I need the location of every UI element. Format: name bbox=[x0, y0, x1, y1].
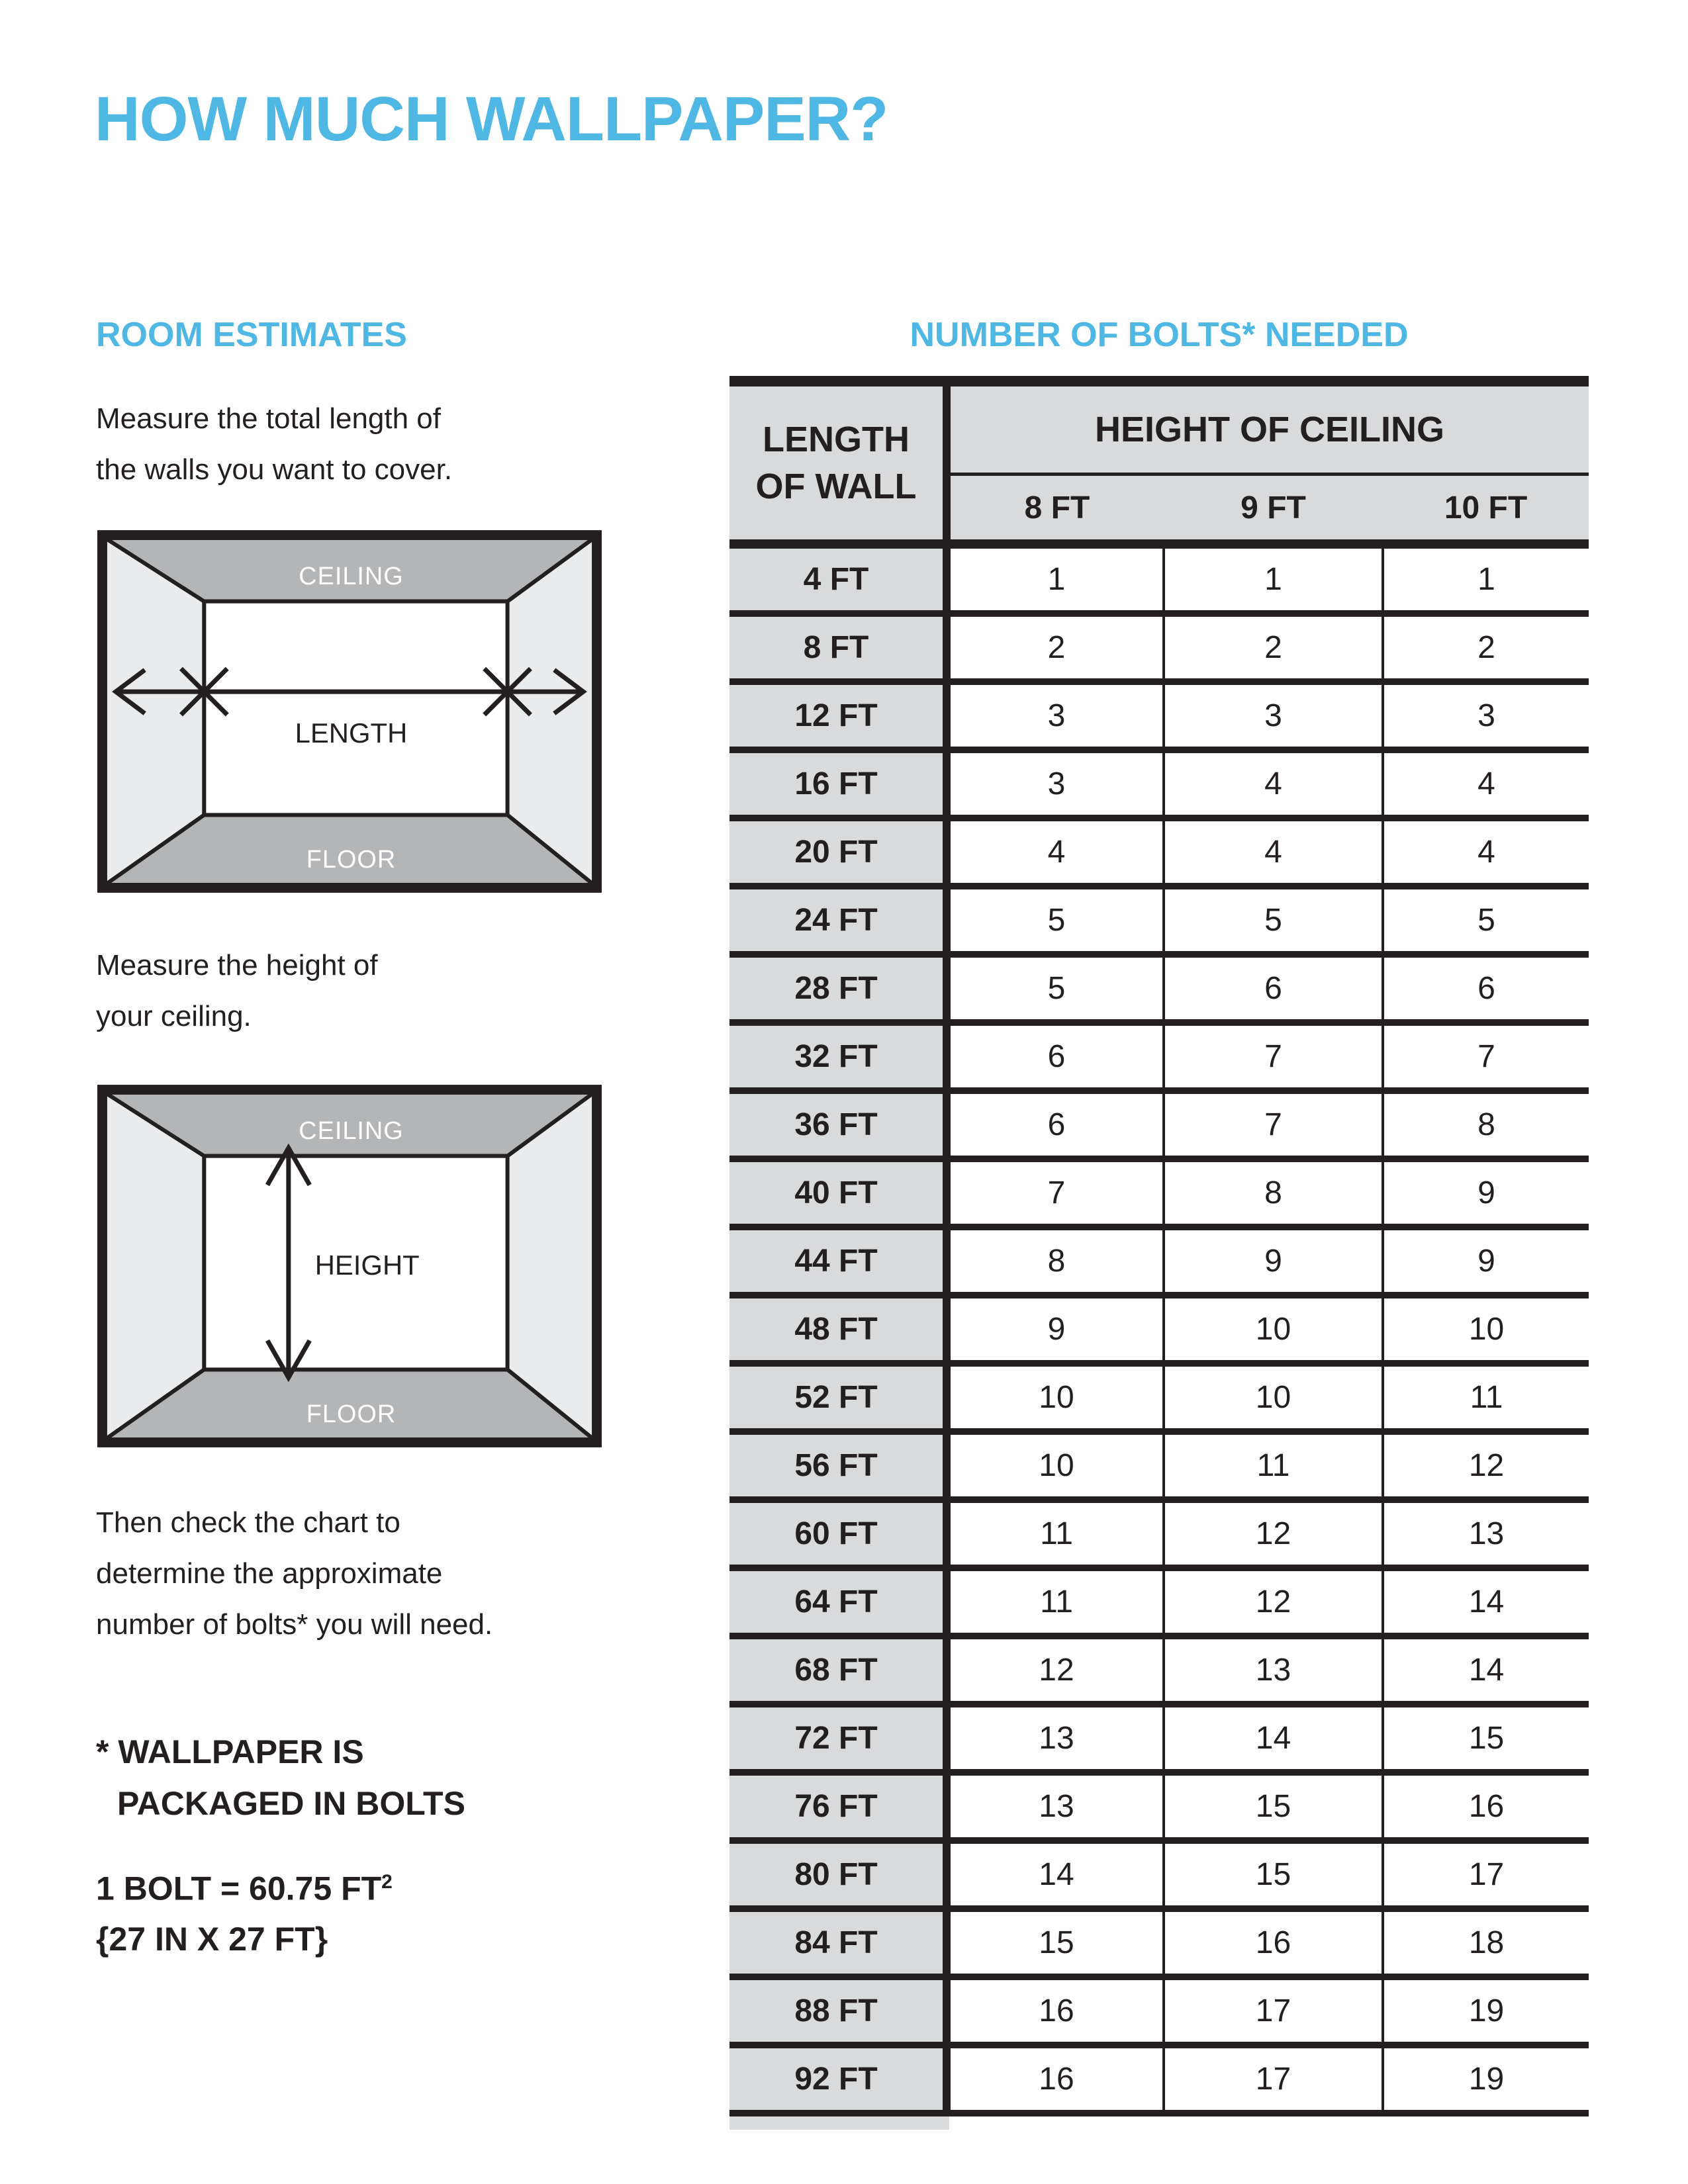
value-cell: 13 bbox=[947, 1772, 1164, 1841]
value-cell: 1 bbox=[1383, 544, 1589, 614]
table-row bbox=[729, 1568, 1589, 1636]
room-length-diagram bbox=[97, 529, 602, 893]
value-cell: 10 bbox=[947, 1363, 1164, 1432]
wallpaper-bolts-footnote bbox=[96, 1726, 465, 1829]
row-header-cell: 72 FT bbox=[729, 1704, 947, 1772]
value-cell: 15 bbox=[1164, 1772, 1383, 1841]
value-cell: 1 bbox=[1164, 544, 1383, 614]
bolt-size-superscript: 2 bbox=[381, 1871, 393, 1893]
value-cell: 7 bbox=[1383, 1023, 1589, 1091]
footnote-line: PACKAGED IN BOLTS bbox=[117, 1785, 465, 1822]
row-header-cell: 40 FT bbox=[729, 1159, 947, 1227]
value-cell: 10 bbox=[1164, 1363, 1383, 1432]
value-cell: 19 bbox=[1383, 2045, 1589, 2113]
value-cell: 3 bbox=[1164, 682, 1383, 750]
value-cell: 5 bbox=[1383, 886, 1589, 954]
row-header-cell: 16 FT bbox=[729, 750, 947, 818]
value-cell: 15 bbox=[947, 1909, 1164, 1977]
page-title: HOW MUCH WALLPAPER? bbox=[95, 84, 888, 154]
column-header-8ft: 8 FT bbox=[947, 475, 1164, 545]
value-cell: 4 bbox=[1383, 750, 1589, 818]
value-cell: 9 bbox=[1164, 1227, 1383, 1295]
corner-header-cell bbox=[729, 381, 947, 544]
instruction-line: Measure the height of bbox=[96, 949, 378, 981]
column-header-10ft: 10 FT bbox=[1383, 475, 1589, 545]
row-header-cell: 4 FT bbox=[729, 544, 947, 614]
instruction-line: determine the approximate bbox=[96, 1557, 443, 1590]
value-cell: 3 bbox=[947, 750, 1164, 818]
value-cell: 6 bbox=[1383, 954, 1589, 1023]
value-cell: 11 bbox=[1383, 1363, 1589, 1432]
room-height-diagram bbox=[97, 1084, 602, 1448]
value-cell: 18 bbox=[1383, 1909, 1589, 1977]
value-cell: 8 bbox=[1164, 1159, 1383, 1227]
column-header-9ft: 9 FT bbox=[1164, 475, 1383, 545]
value-cell: 5 bbox=[947, 954, 1164, 1023]
instruction-line: your ceiling. bbox=[96, 1000, 252, 1032]
row-header-cell: 80 FT bbox=[729, 1841, 947, 1909]
table-row bbox=[729, 1636, 1589, 1704]
table-row bbox=[729, 1977, 1589, 2045]
value-cell: 4 bbox=[1164, 818, 1383, 886]
table-row bbox=[729, 1091, 1589, 1159]
value-cell: 16 bbox=[947, 1977, 1164, 2045]
value-cell: 4 bbox=[947, 818, 1164, 886]
table-row bbox=[729, 1841, 1589, 1909]
value-cell: 7 bbox=[1164, 1091, 1383, 1159]
value-cell: 6 bbox=[947, 1023, 1164, 1091]
value-cell: 1 bbox=[947, 544, 1164, 614]
row-header-cell: 52 FT bbox=[729, 1363, 947, 1432]
value-cell: 16 bbox=[947, 2045, 1164, 2113]
row-header-cell: 92 FT bbox=[729, 2045, 947, 2113]
row-header-cell: 24 FT bbox=[729, 886, 947, 954]
value-cell: 12 bbox=[1164, 1500, 1383, 1568]
back-wall bbox=[204, 602, 507, 815]
value-cell: 14 bbox=[1383, 1636, 1589, 1704]
value-cell: 9 bbox=[947, 1295, 1164, 1363]
instruction-measure-length bbox=[96, 393, 452, 495]
row-header-cell: 36 FT bbox=[729, 1091, 947, 1159]
row-header-cell: 28 FT bbox=[729, 954, 947, 1023]
table-row bbox=[729, 1363, 1589, 1432]
table-row bbox=[729, 1432, 1589, 1500]
row-header-cell: 20 FT bbox=[729, 818, 947, 886]
bolt-size-info bbox=[96, 1857, 393, 1964]
value-cell: 17 bbox=[1164, 1977, 1383, 2045]
row-header-cell: 68 FT bbox=[729, 1636, 947, 1704]
value-cell: 16 bbox=[1164, 1909, 1383, 1977]
value-cell: 8 bbox=[1383, 1091, 1589, 1159]
length-label: LENGTH bbox=[295, 717, 408, 749]
value-cell: 13 bbox=[1164, 1636, 1383, 1704]
height-of-ceiling-header: HEIGHT OF CEILING bbox=[947, 381, 1589, 475]
table-row bbox=[729, 1227, 1589, 1295]
value-cell: 14 bbox=[1383, 1568, 1589, 1636]
value-cell: 4 bbox=[1383, 818, 1589, 886]
instruction-check-chart bbox=[96, 1497, 492, 1650]
value-cell: 16 bbox=[1383, 1772, 1589, 1841]
instruction-line: Measure the total length of bbox=[96, 402, 441, 435]
table-row bbox=[729, 818, 1589, 886]
bolts-needed-heading: NUMBER OF BOLTS* NEEDED bbox=[910, 316, 1409, 354]
instruction-line: the walls you want to cover. bbox=[96, 453, 453, 486]
value-cell: 6 bbox=[947, 1091, 1164, 1159]
bolts-table bbox=[729, 376, 1589, 2116]
row-header-cell: 64 FT bbox=[729, 1568, 947, 1636]
value-cell: 7 bbox=[947, 1159, 1164, 1227]
row-header-cell: 84 FT bbox=[729, 1909, 947, 1977]
value-cell: 12 bbox=[947, 1636, 1164, 1704]
value-cell: 13 bbox=[1383, 1500, 1589, 1568]
bolt-size-line bbox=[96, 1857, 393, 1914]
corner-header-line: LENGTH bbox=[763, 420, 910, 460]
value-cell: 11 bbox=[947, 1500, 1164, 1568]
row-header-cell: 56 FT bbox=[729, 1432, 947, 1500]
instruction-line: number of bolts* you will need. bbox=[96, 1608, 493, 1641]
value-cell: 9 bbox=[1383, 1159, 1589, 1227]
table-row bbox=[729, 2045, 1589, 2113]
table-row bbox=[729, 1704, 1589, 1772]
table-row bbox=[729, 1500, 1589, 1568]
row-header-cell: 32 FT bbox=[729, 1023, 947, 1091]
value-cell: 4 bbox=[1164, 750, 1383, 818]
value-cell: 17 bbox=[1383, 1841, 1589, 1909]
table-row bbox=[729, 614, 1589, 682]
value-cell: 15 bbox=[1164, 1841, 1383, 1909]
room-estimates-heading: ROOM ESTIMATES bbox=[96, 316, 407, 354]
value-cell: 10 bbox=[1383, 1295, 1589, 1363]
table-row bbox=[729, 750, 1589, 818]
table-row bbox=[729, 1909, 1589, 1977]
value-cell: 2 bbox=[1383, 614, 1589, 682]
bolt-size-line: {27 IN X 27 FT} bbox=[96, 1920, 328, 1958]
instruction-line: Then check the chart to bbox=[96, 1506, 400, 1539]
value-cell: 5 bbox=[947, 886, 1164, 954]
table-row bbox=[729, 1023, 1589, 1091]
row-header-cell: 60 FT bbox=[729, 1500, 947, 1568]
table-row bbox=[729, 682, 1589, 750]
bolts-table-body bbox=[729, 544, 1589, 2113]
bolt-size-text: 1 BOLT = 60.75 FT bbox=[96, 1870, 382, 1907]
value-cell: 13 bbox=[947, 1704, 1164, 1772]
table-row bbox=[729, 1159, 1589, 1227]
table-row bbox=[729, 1772, 1589, 1841]
bolts-needed-table bbox=[729, 376, 1589, 2116]
value-cell: 3 bbox=[1383, 682, 1589, 750]
corner-header-line: OF WALL bbox=[755, 466, 917, 506]
value-cell: 10 bbox=[947, 1432, 1164, 1500]
value-cell: 17 bbox=[1164, 2045, 1383, 2113]
ceiling-label: CEILING bbox=[299, 1116, 404, 1145]
value-cell: 11 bbox=[947, 1568, 1164, 1636]
table-row bbox=[729, 1295, 1589, 1363]
value-cell: 10 bbox=[1164, 1295, 1383, 1363]
value-cell: 8 bbox=[947, 1227, 1164, 1295]
value-cell: 12 bbox=[1383, 1432, 1589, 1500]
instruction-measure-height bbox=[96, 940, 378, 1042]
value-cell: 5 bbox=[1164, 886, 1383, 954]
row-header-cell: 48 FT bbox=[729, 1295, 947, 1363]
row-header-cell: 8 FT bbox=[729, 614, 947, 682]
value-cell: 9 bbox=[1383, 1227, 1589, 1295]
value-cell: 12 bbox=[1164, 1568, 1383, 1636]
table-row bbox=[729, 544, 1589, 614]
value-cell: 6 bbox=[1164, 954, 1383, 1023]
value-cell: 2 bbox=[947, 614, 1164, 682]
value-cell: 3 bbox=[947, 682, 1164, 750]
floor-label: FLOOR bbox=[306, 1400, 397, 1429]
ceiling-label: CEILING bbox=[299, 562, 404, 590]
row-header-cell: 88 FT bbox=[729, 1977, 947, 2045]
value-cell: 11 bbox=[1164, 1432, 1383, 1500]
table-row bbox=[729, 954, 1589, 1023]
row-header-cell: 44 FT bbox=[729, 1227, 947, 1295]
value-cell: 14 bbox=[1164, 1704, 1383, 1772]
value-cell: 2 bbox=[1164, 614, 1383, 682]
value-cell: 7 bbox=[1164, 1023, 1383, 1091]
value-cell: 14 bbox=[947, 1841, 1164, 1909]
value-cell: 19 bbox=[1383, 1977, 1589, 2045]
row-header-cell: 76 FT bbox=[729, 1772, 947, 1841]
value-cell: 15 bbox=[1383, 1704, 1589, 1772]
table-row bbox=[729, 886, 1589, 954]
floor-label: FLOOR bbox=[306, 846, 397, 874]
row-header-cell: 12 FT bbox=[729, 682, 947, 750]
height-label: HEIGHT bbox=[314, 1249, 420, 1281]
footnote-line: * WALLPAPER IS bbox=[96, 1733, 364, 1770]
